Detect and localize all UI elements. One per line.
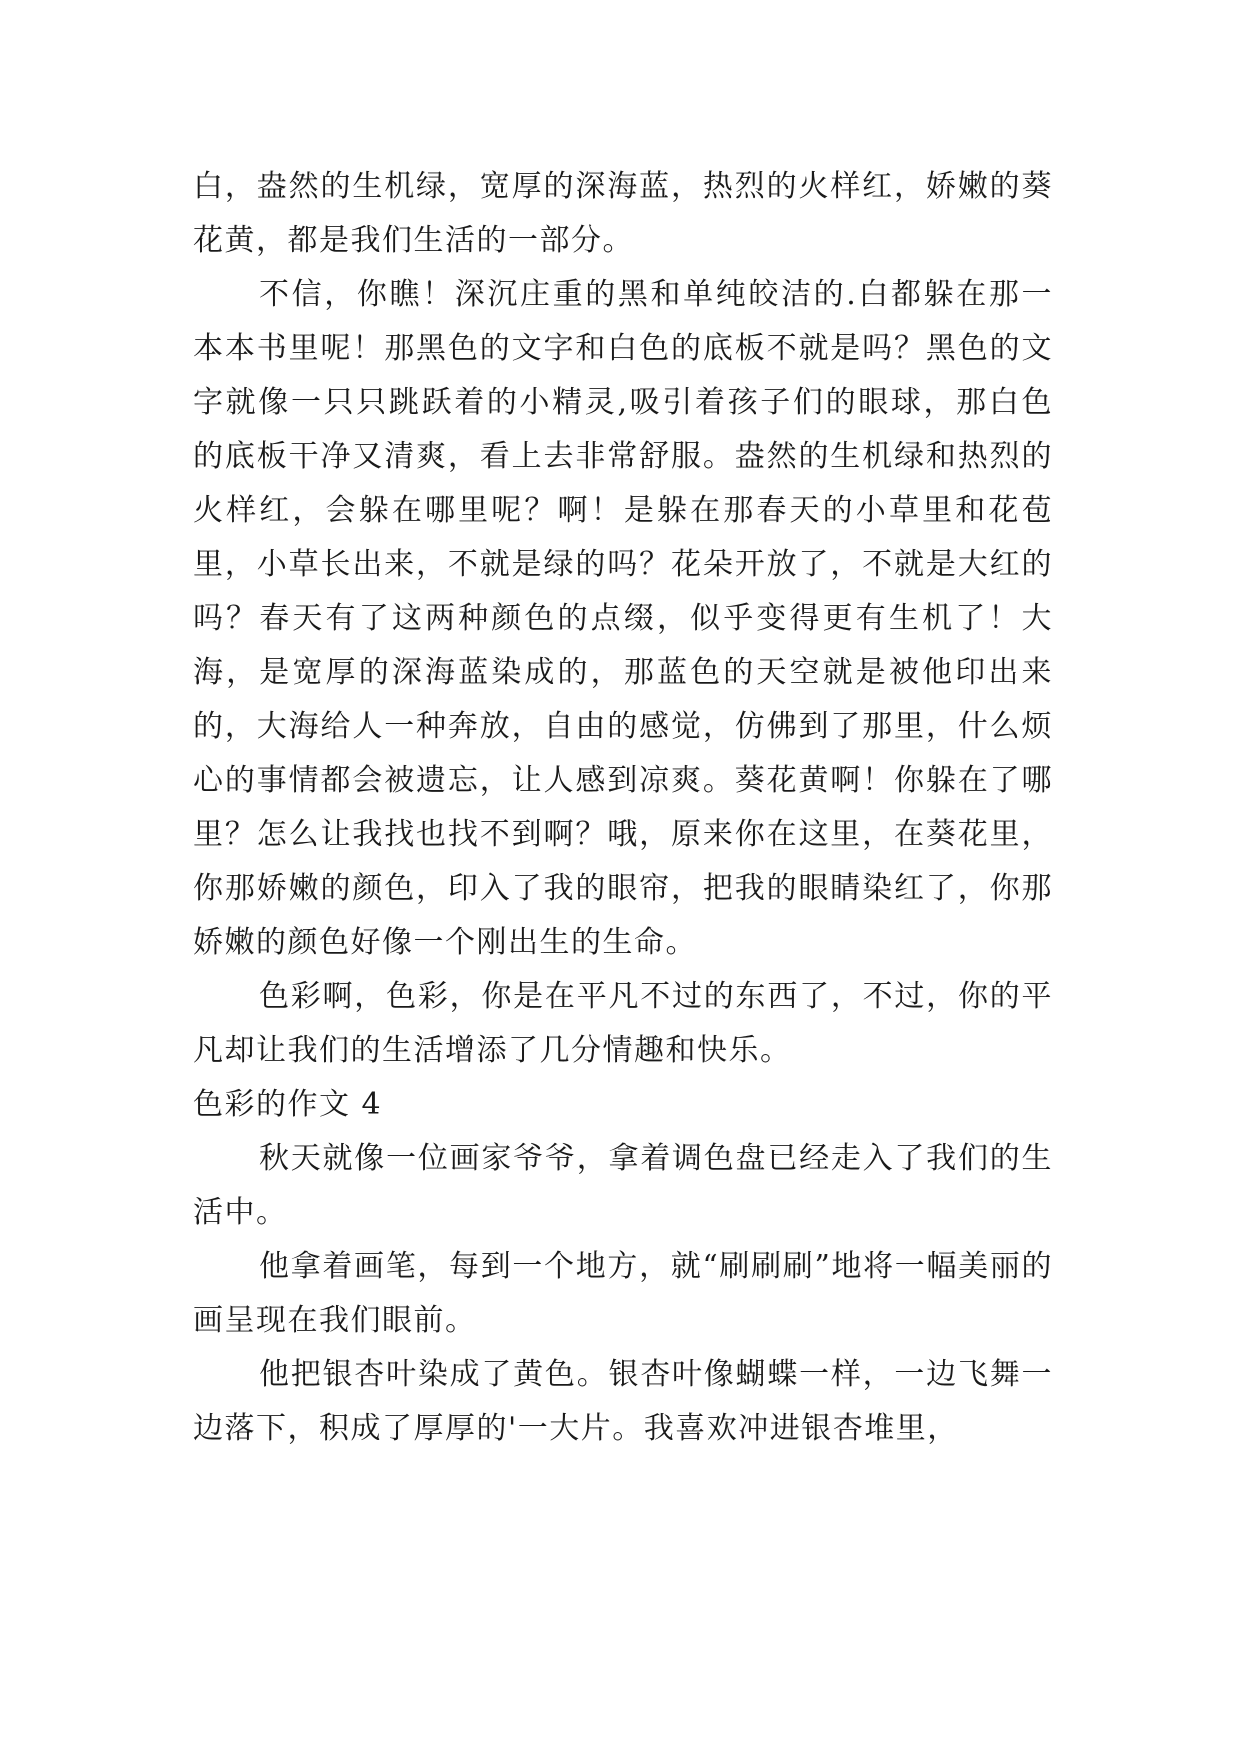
document-body [193, 160, 1053, 1456]
paragraph-3: 色彩啊，色彩，你是在平凡不过的东西了，不过，你的平凡却让我们的生活增添了几分情趣和快乐。 [193, 979, 1053, 1068]
paragraph-2: 不信，你瞧！深沉庄重的黑和单纯皎洁的.白都躲在那一本本书里呢！那黑色的文字和白色的底板不就是吗？黑色的文字就像一只只跳跃着的小精灵,吸引着孩子们的眼球，那白色的底板干净又清爽，看上去非常舒服。盎然的生机绿和热烈的火样红，会躲在哪里呢？啊！是躲在那春天的小草里和花苞里，小草长出来，不就是绿的吗？花朵开放了，不就是大红的吗？春天有了这两种颜色的点缀，似乎变得更有生机了！大海，是宽厚的深海蓝染成的，那蓝色的天空就是被他印出来的，大海给人一种奔放，自由的感觉，仿佛到了那里，什么烦心的事情都会被遗忘，让人感到凉爽。葵花黄啊！你躲在了哪里？怎么让我找也找不到啊？哦，原来你在这里，在葵花里，你那娇嫩的颜色，印入了我的眼帘，把我的眼睛染红了，你那娇嫩的颜色好像一个刚出生的生命。 [193, 277, 1053, 960]
paragraph-5: 他拿着画笔，每到一个地方，就“刷刷刷”地将一幅美丽的画呈现在我们眼前。 [193, 1249, 1053, 1338]
paragraph-1: 白，盎然的生机绿，宽厚的深海蓝，热烈的火样红，娇嫩的葵花黄，都是我们生活的一部分。 [193, 169, 1053, 258]
paragraph-4: 秋天就像一位画家爷爷，拿着调色盘已经走入了我们的生活中。 [193, 1141, 1053, 1230]
section-heading: 色彩的作文 4 [193, 1087, 383, 1122]
paragraph-6: 他把银杏叶染成了黄色。银杏叶像蝴蝶一样，一边飞舞一边落下，积成了厚厚的'一大片。我喜欢冲进银杏堆里， [193, 1357, 1053, 1446]
